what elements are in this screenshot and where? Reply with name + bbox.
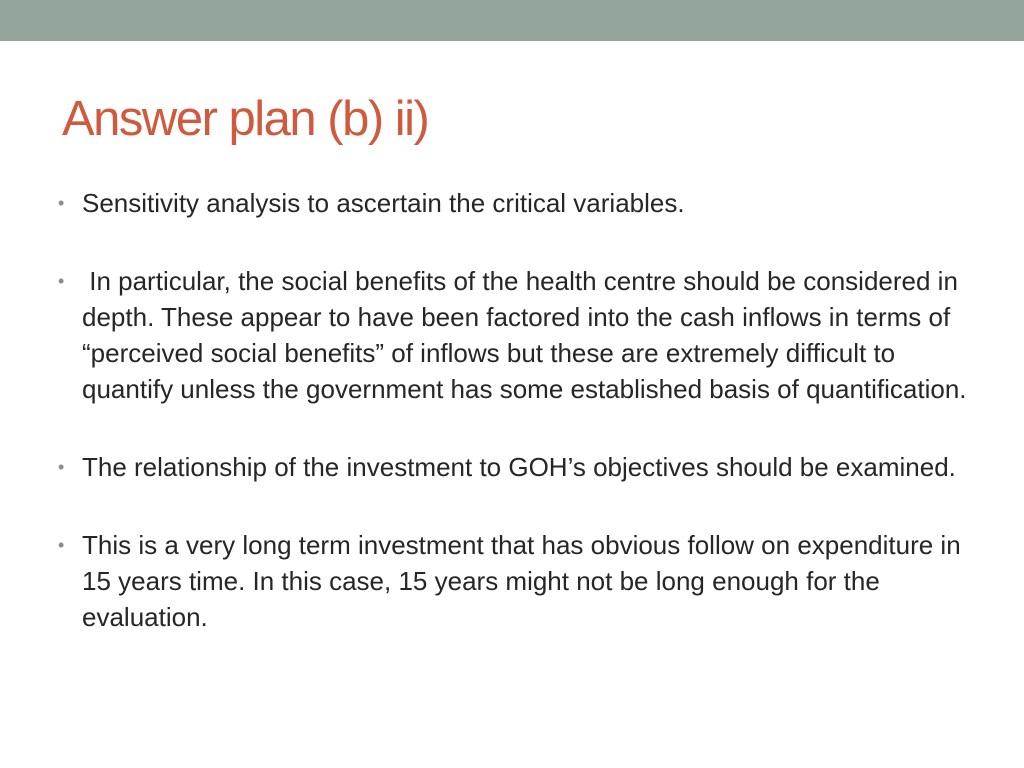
bullet-icon: •	[58, 193, 65, 213]
slide-title: Answer plan (b) ii)	[62, 92, 429, 146]
top-decorative-band	[0, 0, 1024, 41]
bullet-item-long-term-investment	[58, 527, 978, 635]
bullet-icon: •	[58, 535, 65, 555]
bullet-text: The relationship of the investment to GOH’s objectives should be examined.	[82, 452, 956, 482]
bullet-item-sensitivity-analysis	[58, 185, 978, 221]
bullet-text: In particular, the social benefits of the health centre should be considered in depth. These appear to have been factored into the cash inflows in terms of “perceived social benefits” of inflows but these are extremely difficult to quantify unless the government has some established basis of quantification.	[82, 266, 967, 404]
bullet-item-social-benefits	[58, 263, 978, 407]
bullet-list	[58, 185, 978, 635]
bullet-icon: •	[58, 457, 65, 477]
bullet-icon: •	[58, 271, 65, 291]
bullet-text: This is a very long term investment that has obvious follow on expenditure in 15 years time. In this case, 15 years might not be long enough for the evaluation.	[82, 530, 968, 632]
bullet-text: Sensitivity analysis to ascertain the critical variables.	[82, 188, 685, 218]
bullet-item-goh-objectives	[58, 449, 978, 485]
